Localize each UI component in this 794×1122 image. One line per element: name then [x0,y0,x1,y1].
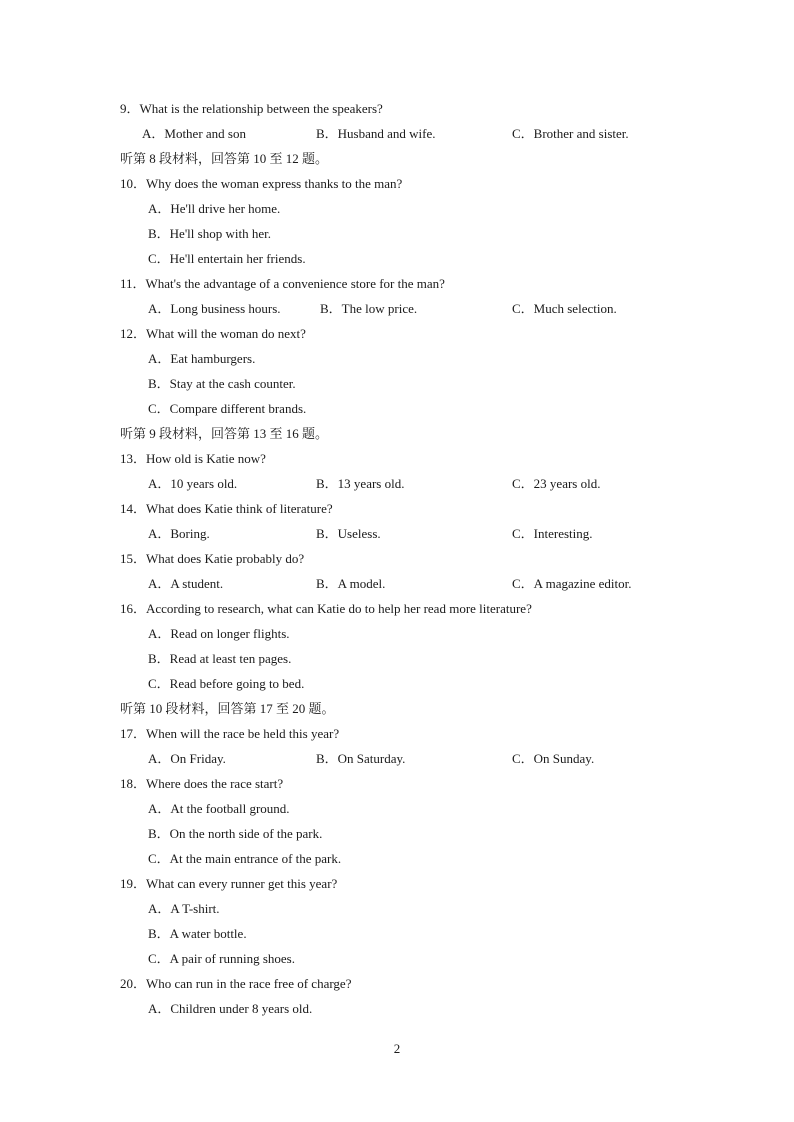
question-14-stem: 14．What does Katie think of literature? [120,501,333,516]
question-9-stem: 9．What is the relationship between the speakers? [120,101,383,116]
question-16-option-c: C．Read before going to bed. [148,676,305,691]
question-20-stem: 20．Who can run in the race free of charge? [120,976,352,991]
question-10-stem: 10．Why does the woman express thanks to the man? [120,176,403,191]
question-14-option-b: B．Useless. [316,526,381,541]
question-18-stem: 18．Where does the race start? [120,776,284,791]
question-15-option-c: C．A magazine editor. [512,576,632,591]
question-17-option-b: B．On Saturday. [316,751,406,766]
question-18-option-c: C．At the main entrance of the park. [148,851,342,866]
question-13-option-c: C．23 years old. [512,476,601,491]
question-15-option-a: A．A student. [148,576,224,591]
question-13-option-b: B．13 years old. [316,476,405,491]
question-16-option-a: A．Read on longer flights. [148,626,290,641]
question-19-option-c: C．A pair of running shoes. [148,951,295,966]
question-17-stem: 17．When will the race be held this year? [120,726,340,741]
question-18-option-a: A．At the football ground. [148,801,290,816]
question-17-option-c: C．On Sunday. [512,751,595,766]
section-9-instruction: 听第 9 段材料，回答第 13 至 16 题。 [120,426,329,441]
question-11-stem: 11．What's the advantage of a convenience store for the man? [120,276,445,291]
question-12-option-b: B．Stay at the cash counter. [148,376,296,391]
question-9-option-c: C．Brother and sister. [512,126,629,141]
page-number: 2 [393,1041,401,1056]
question-19-option-b: B．A water bottle. [148,926,247,941]
question-10-option-b: B．He'll shop with her. [148,226,271,241]
question-10-option-a: A．He'll drive her home. [148,201,281,216]
question-9-option-b: B．Husband and wife. [316,126,436,141]
question-18-option-b: B．On the north side of the park. [148,826,323,841]
question-11-option-b: B．The low price. [320,301,418,316]
question-9-option-a: A．Mother and son [142,126,246,141]
question-15-option-b: B．A model. [316,576,386,591]
section-10-instruction: 听第 10 段材料，回答第 17 至 20 题。 [120,701,335,716]
question-19-option-a: A．A T-shirt. [148,901,220,916]
question-13-stem: 13．How old is Katie now? [120,451,266,466]
question-16-stem: 16．According to research, what can Katie do to help her read more literature? [120,601,532,616]
question-13-option-a: A．10 years old. [148,476,238,491]
question-10-option-c: C．He'll entertain her friends. [148,251,306,266]
question-12-option-a: A．Eat hamburgers. [148,351,256,366]
question-15-stem: 15．What does Katie probably do? [120,551,305,566]
question-11-option-c: C．Much selection. [512,301,617,316]
question-12-stem: 12．What will the woman do next? [120,326,306,341]
question-16-option-b: B．Read at least ten pages. [148,651,292,666]
question-17-option-a: A．On Friday. [148,751,226,766]
question-12-option-c: C．Compare different brands. [148,401,307,416]
question-20-option-a: A．Children under 8 years old. [148,1001,313,1016]
question-14-option-c: C．Interesting. [512,526,593,541]
question-11-option-a: A．Long business hours. [148,301,281,316]
question-14-option-a: A．Boring. [148,526,210,541]
section-8-instruction: 听第 8 段材料，回答第 10 至 12 题。 [120,151,329,166]
question-19-stem: 19．What can every runner get this year? [120,876,338,891]
